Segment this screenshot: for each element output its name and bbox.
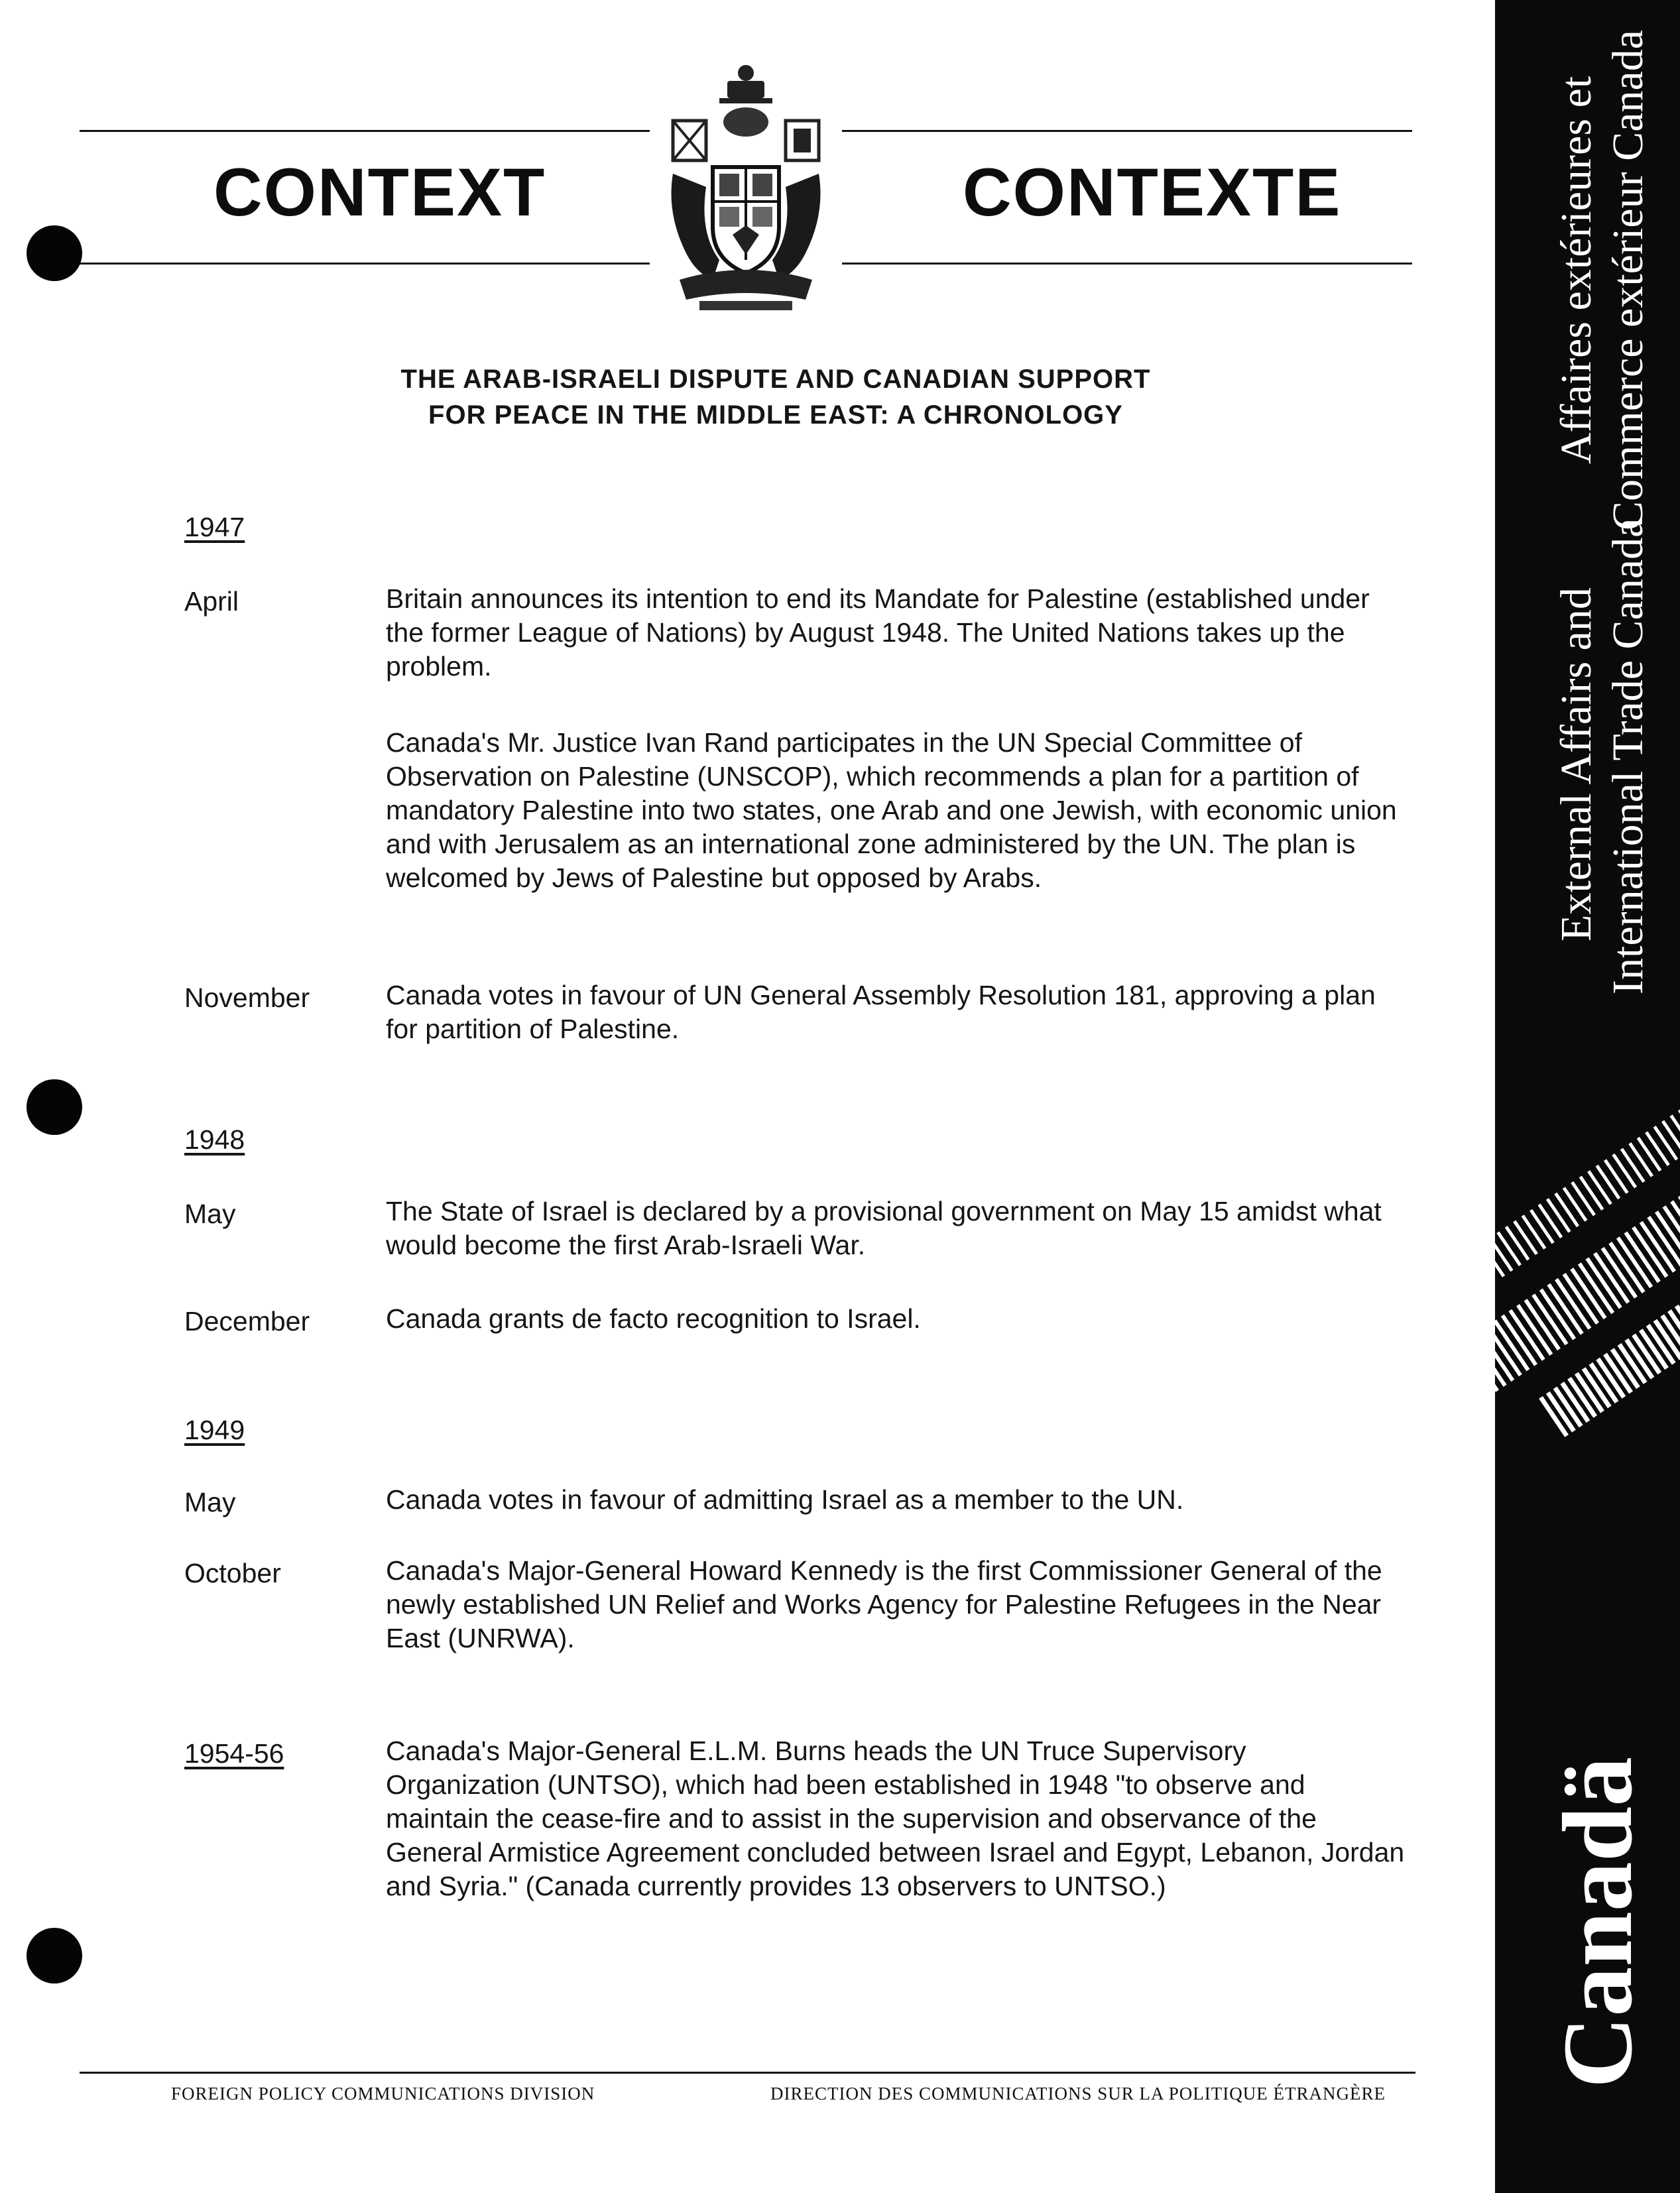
sidebar-en-line1: External Affairs and [1552, 587, 1600, 941]
header-rule-right-top [842, 130, 1412, 132]
contexte-heading: CONTEXTE [963, 154, 1342, 230]
month-october-1949: October [184, 1558, 281, 1588]
document-title-line2: FOR PEACE IN THE MIDDLE EAST: A CHRONOLOGY [428, 400, 1123, 430]
entry-december-1948: Canada grants de facto recognition to Israel. [386, 1303, 921, 1334]
punch-hole-top [27, 225, 82, 281]
government-sidebar [1495, 0, 1680, 2193]
sidebar-fr-line2: Commerce extérieur Canada [1604, 30, 1652, 530]
header-rule-right-bottom [842, 263, 1412, 265]
punch-hole-middle [27, 1079, 82, 1135]
entry-april-1947-p1: Britain announces its intention to end its Mandate for Palestine (established under the former League of Nations) by August 1948. The United Nations takes up the problem. [386, 583, 1370, 682]
footer-rule [80, 2072, 1415, 2074]
entry-april-1947-p2: Canada's Mr. Justice Ivan Rand participates in the UN Special Committee of Observation on Palestine (UNSCOP), which recommends a plan for a partition of mandatory Palestine into two states, one Arab and one Jewish, with economic union and with Jerusalem as an international zone administered by the UN. The plan is welcomed by Jews of Palestine but opposed by Arabs. [386, 727, 1397, 893]
sidebar-fr-line1: Affaires extérieures et [1552, 76, 1600, 464]
month-april-1947: April [184, 586, 239, 617]
sidebar-en-line2: International Trade Canada [1604, 518, 1652, 994]
year-1949: 1949 [184, 1415, 245, 1445]
footer-left-division: FOREIGN POLICY COMMUNICATIONS DIVISION [171, 2084, 595, 2104]
canada-wordmark: Canadä [1543, 1756, 1653, 2088]
entry-1954-56: Canada's Major-General E.L.M. Burns heads the UN Truce Supervisory Organization (UNTSO), which had been established in 1948 "to observe and maintain the cease-fire and to assist in the supervision and observance of the General Armistice Agreement concluded between Israel and Egypt, Lebanon, Jordan and Syria." (Canada currently provides 13 observers to UNTSO.) [386, 1736, 1405, 1901]
sidebar-diagonal-texture [1495, 1087, 1680, 1458]
month-may-1948: May [184, 1199, 236, 1229]
entry-may-1948: The State of Israel is declared by a provisional government on May 15 amidst what would become the first Arab-Israeli War. [386, 1196, 1382, 1260]
month-november-1947: November [184, 982, 310, 1013]
footer-right-direction: DIRECTION DES COMMUNICATIONS SUR LA POLITIQUE ÉTRANGÈRE [770, 2084, 1386, 2104]
entry-may-1949: Canada votes in favour of admitting Israel as a member to the UN. [386, 1484, 1184, 1515]
header-rule-left-bottom [80, 263, 650, 265]
document-title-line1: THE ARAB-ISRAELI DISPUTE AND CANADIAN SUPPORT [400, 365, 1151, 394]
year-1947: 1947 [184, 512, 245, 542]
month-may-1949: May [184, 1487, 236, 1517]
entry-october-1949: Canada's Major-General Howard Kennedy is the first Commissioner General of the newly established UN Relief and Works Agency for Palestine Refugees in the Near East (UNRWA). [386, 1555, 1382, 1653]
coat-of-arms-emblem [653, 61, 839, 321]
punch-hole-bottom [27, 1928, 82, 1984]
entry-november-1947: Canada votes in favour of UN General Assembly Resolution 181, approving a plan for partition of Palestine. [386, 980, 1376, 1044]
month-december-1948: December [184, 1306, 310, 1336]
year-1954-56: 1954-56 [184, 1738, 284, 1769]
header-rule-left-top [80, 130, 650, 132]
context-heading: CONTEXT [213, 154, 546, 230]
year-1948: 1948 [184, 1124, 245, 1155]
